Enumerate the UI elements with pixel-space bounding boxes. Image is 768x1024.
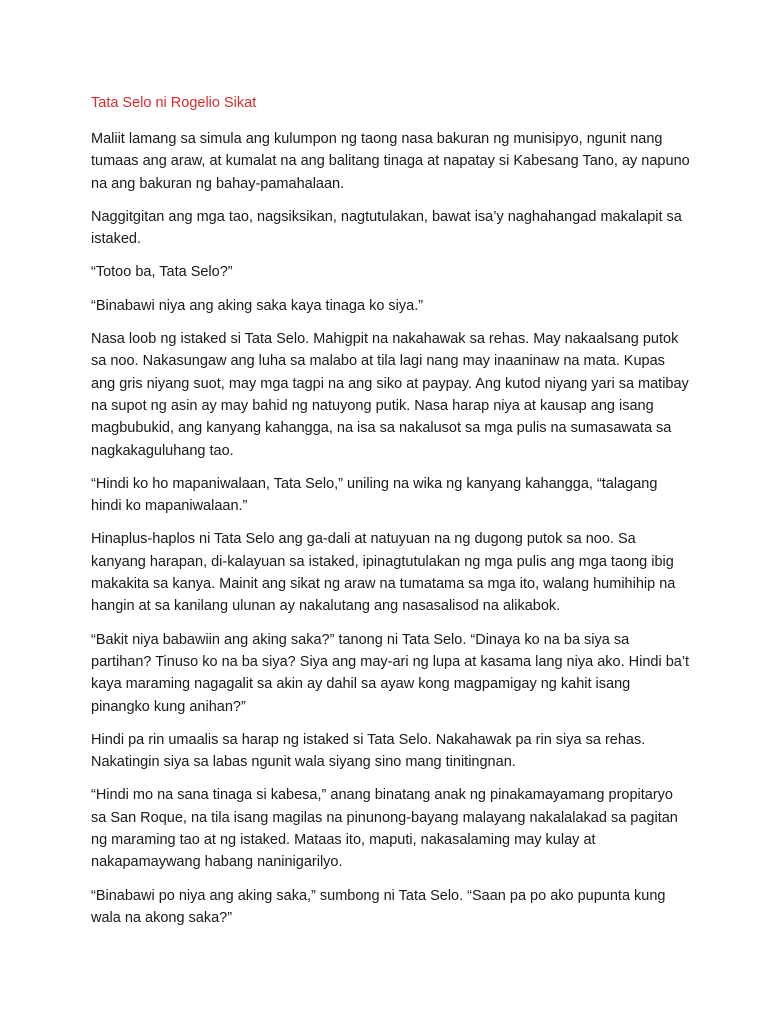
paragraph-10: “Hindi mo na sana tinaga si kabesa,” anang binatang anak ng pinakamayamang propitaryo sa San Roque, na tila isang magilas na pinunong-bayang malayang nakalalakad sa pagitan ng maraming tao at ng istaked. Mataas ito, maputi, nakasalaming may kulay at nakapamaywang habang naninigarilyo. bbox=[91, 787, 678, 871]
paragraph-9: Hindi pa rin umaalis sa harap ng istaked si Tata Selo. Nakahawak pa rin siya sa rehas. Nakatingin siya sa labas ngunit wala siyang sino mang tinitingnan. bbox=[91, 731, 646, 771]
paragraph-1: Maliit lamang sa simula ang kulumpon ng taong nasa bakuran ng munisipyo, ngunit nang tumaas ang araw, at kumalat na ang balitang tinaga at napatay si Kabesang Tano, ay napuno na ang bakuran ng bahay-pamahalaan. bbox=[91, 131, 690, 192]
paragraph-7: Hinaplus-haplos ni Tata Selo ang ga-dali at natuyuan na ng dugong putok sa noo. Sa kanyang harapan, di-kalayuan sa istaked, ipinagtutulakan ng mga pulis ang mga taong ibig makakita sa kanya. Mainit ang sikat ng araw na tumatama sa mga ito, walang humihihip na hangin at sa kanilang ulunan ay nakalutang ang nasasalisod na alikabok. bbox=[91, 531, 676, 615]
paragraph-5: Nasa loob ng istaked si Tata Selo. Mahigpit na nakahawak sa rehas. May nakaalsang putok sa noo. Nakasungaw ang luha sa malabo at tila lagi nang may inaaninaw na mata. Kupas ang gris niyang suot, may mga tagpi na ang siko at paypay. Ang kutod niyang yari sa matibay na supot ng asin ay may bahid ng natuyong putik. Nasa harap niya at kausap ang isang magbubukid, ang kanyang kahangga, na isa sa nakalusot sa mga pulis na sumasawata sa nagkakaguluhang tao. bbox=[91, 331, 689, 459]
paragraph-8: “Bakit niya babawiin ang aking saka?” tanong ni Tata Selo. “Dinaya ko na ba siya sa partihan? Tinuso ko na ba siya? Siya ang may-ari ng lupa at kasama lang niya ako. Hindi ba’t kaya maraming nagagalit sa akin ay dahil sa ayaw kong magpamigay ng kahit isang pinangko kung anihan?” bbox=[91, 631, 690, 715]
paragraph-2: Naggitgitan ang mga tao, nagsiksikan, nagtutulakan, bawat isa’y naghahangad makalapit sa istaked. bbox=[91, 208, 682, 248]
document-page bbox=[91, 92, 691, 940]
paragraph-3: “Totoo ba, Tata Selo?” bbox=[91, 264, 233, 281]
paragraph-4: “Binabawi niya ang aking saka kaya tinaga ko siya.” bbox=[91, 297, 424, 314]
document-title: Tata Selo ni Rogelio Sikat bbox=[91, 95, 257, 111]
paragraph-11: “Binabawi po niya ang aking saka,” sumbong ni Tata Selo. “Saan pa po ako pupunta kung wala na akong saka?” bbox=[91, 887, 666, 926]
paragraph-6: “Hindi ko ho mapaniwalaan, Tata Selo,” uniling na wika ng kanyang kahangga, “talagang hindi ko mapaniwalaan.” bbox=[91, 475, 658, 515]
